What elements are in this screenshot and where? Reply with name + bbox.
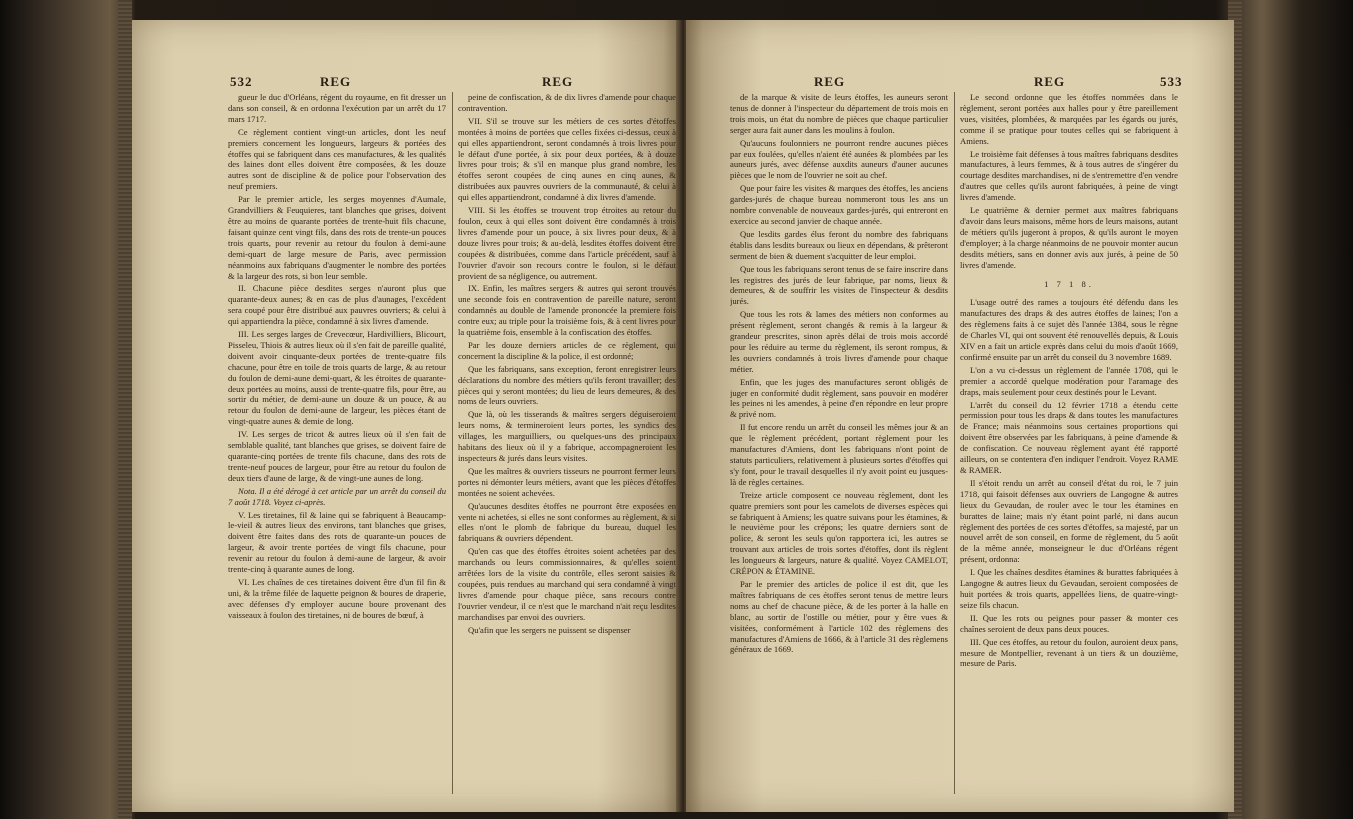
paragraph: Ce règlement contient vingt-un articles, dont les neuf premiers concernent les longueurs, largeurs & portées des étoffes qui se fabriquent dans ces manufactures, & les qualités des laines dont elles doivent être composées, & les douze autres sont de discipline & de police pour l'observation des neuf premiers. [228, 126, 446, 192]
paragraph: Le quatrième & dernier permet aux maîtres fabriquans d'avoir dans leurs maisons, même hors de leurs maisons, autant de métiers qu'ils jugeront à propos, & qu'ils auront le moyen d'employer; à la charge néanmoins de ne pouvoir monter aucun desdits métiers, sans en donner avis aux jurés, à peine de 50 livres d'amende. [960, 205, 1178, 270]
running-head-left-1: REG [320, 74, 352, 89]
page-edges-left [118, 0, 132, 819]
paragraph: III. Que ces étoffes, au retour du foulon, auroient deux pans, mesure de Montpellier, revenant à un tiers & un douzième, mesure de Paris. [960, 636, 1178, 669]
year-heading: 1 7 1 8. [1044, 278, 1094, 289]
paragraph: Il fut encore rendu un arrêt du conseil les mêmes jour & an que le règlement précédent, portant règlement pour les manufactures d'Amiens, dont les fabriquans n'ont point de statuts particuliers, relativement à plusieurs sortes d'étoffes qui s'y font, pour le travail desquelles il n'y avoit point eu jusques-là de règles certaines. [730, 422, 948, 487]
paragraph: Qu'en cas que des étoffes étroites soient achetées par des marchands ou leurs commissionnaires, & qu'elles soient arrêtées lors de la visite du contrôle, elles seront saisies & coupées, puis rendues au marchand qui sera condamné à vingt livres d'amende pour chaque pièce, sans recours contre l'ouvrier vendeur, il ce n'est que le marchand n'ait reçu lesdites marchandises par envoi des ouvriers. [458, 546, 676, 622]
paragraph: VII. S'il se trouve sur les métiers de ces sortes d'étoffes montées à moins de portées que celles fixées ci-dessus, ceux à qui elles appartiendront, seront condamnés à trois livres pour le défaut d'une portée, à six pour deux portées, & à douze livres pour trois; & s'il en manque plus grand nombre, les étoffes seront coupées de cinq aunes en cinq aunes, & distribuées aux pauvres ouvriers de la communauté, & celui à qui elles appartiendront, condamné à dix livres d'amende. [458, 115, 676, 203]
right-column-1 [730, 92, 948, 792]
paragraph: de la marque & visite de leurs étoffes, les auneurs seront tenus de donner à l'inspecteur du département de trois mois en trois mois, un état du nombre de pièces que chaque particulier serger aura fait auner dans les moulins à foulon. [730, 92, 948, 135]
paragraph: Qu'afin que les sergers ne puissent se dispenser [468, 624, 631, 635]
column-rule [954, 92, 955, 794]
left-page [132, 20, 680, 812]
paragraph: Qu'aucunes desdites étoffes ne pourront être exposées en vente ni achetées, si elles ne sont conformes au règlement, & si elles n'ont le plomb de fabrique du bureau, duquel les fabriquans & ouvriers dépendent. [458, 500, 676, 544]
paragraph: Par le premier des articles de police il est dit, que les maîtres fabriquans de ces étoffes seront tenus de mettre leurs noms au chef de chacune pièce, & de les porter à la halle en blanc, au sortir de l'ostille ou métier, pour y être vues & visitées, conformément à l'article 102 des règlemens des manufactures d'Amiens de 1666, & à l'article 31 des règlemens généraux de 1669. [730, 578, 948, 655]
column-rule [452, 92, 453, 794]
paragraph: II. Chacune pièce desdites serges n'auront plus que quarante-deux aunes; & en cas de plus d'aunages, l'excédent sera coupé pour être distribué aux pauvres ouvriers; & celui à qui appartiendra la pièce, condamné à six livres d'amende. [228, 283, 446, 327]
paragraph: III. Les serges larges de Crevecœur, Hardivilliers, Blicourt, Pisseleu, Thiois & autres lieux où il s'en fait de pareille qualité, doivent avoir cinquante-deux portées de trente-quatre fils chacune, pour être en toile de trois quarts de large, & au retour du foulon de demi-aune demi-quart, & les étroites de quarante-deux portées au moins, aussi de trente-quatre fils, pour être, au sortir du métier, de demi-aune un douze & un pouce, & au retour du foulon de demi-aune de largeur, les pièces étant de vingt-quatre aunes & demie de long. [228, 329, 446, 427]
right-column-2 [960, 92, 1178, 792]
paragraph: Que les maîtres & ouvriers tisseurs ne pourront fermer leurs portes ni démonter leurs métiers, avant que les pièces d'étoffes montées ne soient achevées. [458, 465, 676, 498]
paragraph: II. Que les rots ou peignes pour passer & monter ces chaînes seroient de deux pans deux pouces. [960, 612, 1178, 634]
paragraph: Qu'aucuns foulonniers ne pourront rendre aucunes pièces par eux foulées, qu'elles n'aient été aunées & plombées par les auneurs jurés, avec défense auxdits auneurs d'auner aucunes pièces que le nom de l'ouvrier ne soit au chef. [730, 137, 948, 181]
paragraph: IV. Les serges de tricot & autres lieux où il s'en fait de semblable qualité, tant blanches que grises, se doivent faire de quarante-cinq portées de trente fils chacune, dans des rots de trente-neuf pouces de largeur, pour être au retour du foulon de deux tiers d'aune de large, & de vingt-une aunes de long. [228, 429, 446, 483]
left-column-2 [458, 92, 676, 792]
paragraph: Que tous les rots & lames des métiers non conformes au présent règlement, seront changés & remis à la largeur & grandeur prescrites, sinon après délai de trois mois accordé pour les réduire au terme du règlement, ils seront rompus, & les ouvriers condamnés à trois livres d'amende pour chaque métier. [730, 309, 948, 374]
page-number-left: 532 [230, 74, 253, 89]
paragraph: L'usage outré des rames a toujours été défendu dans les manufactures des draps & des autres étoffes de laines; l'on a des règlemens faits à ce sujet dès l'année 1384, sous le règne de Charles VI, qui ont souvent été renouvellés depuis, & Louis XIV en a fait un article exprès dans celui du mois d'août 1669, confirmé ensuite par un arrêt du conseil du 3 novembre 1689. [960, 297, 1178, 362]
paragraph: Nota. Il a été dérogé à cet article par un arrêt du conseil du 7 août 1718. Voyez ci-après. [228, 485, 446, 507]
running-head-left-2: REG [542, 74, 574, 89]
paragraph: Que là, où les tisserands & maîtres sergers déguiseroient leurs noms, & termineroient leurs portes, les syndics des villages, les marguilliers, ou quelques-uns des principaux habitans des lieux où il y a fabrique, accompagneroient les inspecteurs & jurés dans leurs visites. [458, 409, 676, 463]
paragraph: gueur le duc d'Orléans, régent du royaume, en fit dresser un dans son conseil, & en ordonna l'exécution par un arrêt du 17 mars 1717. [228, 92, 446, 124]
paragraph: peine de confiscation, & de dix livres d'amende pour chaque contravention. [458, 92, 676, 113]
paragraph: Que les fabriquans, sans exception, feront enregistrer leurs déclarations du nombre des métiers qu'ils feront travailler; des pièces qui y seront montées; du lieu de leurs demeures, & des noms de leurs ouvriers. [458, 363, 676, 407]
paragraph: Il s'étoit rendu un arrêt au conseil d'état du roi, le 7 juin 1718, qui faisoit défenses aux ouvriers de Langogne & autres lieux du Gevaudan, de rouler avec le tour les étamines en burattes de laine; mais n'y étant point parlé, ni dans aucun règlement des portées de ces sortes d'étoffes, sa majesté, par un nouvel arrêt de son conseil, en forme de règlement, du 5 août de la même année, monseigneur le duc d'Orléans régent présent, ordonna: [960, 477, 1178, 565]
paragraph: Treize article composent ce nouveau règlement, dont les quatre premiers sont pour les camelots de diverses espèces qui se fabriquent à Amiens; les quatre suivans pour les étamines, & le neuvième pour les crépons; les quatre derniers sont de police, & seront les seuls qu'on rapportera ici, les autres se trouvant aux articles de trois sortes d'étoffes, dont ils règlent les longueurs & largeurs, nature & qualité. Voyez CAMELOT, CRÉPON & ÉTAMINE. [730, 489, 948, 577]
paragraph: L'arrêt du conseil du 12 février 1718 a étendu cette permission pour tous les draps & dans toutes les manufactures de France; mais néanmoins sous certaines proportions qui doivent être observées par les fabriquans, à peine d'amende & de confiscation. Ce nouveau règlement ayant été rapporté ailleurs, on se contentera d'en indiquer l'endroit. Voyez RAME & RAMER. [960, 399, 1178, 475]
right-page [686, 20, 1234, 812]
paragraph: Le second ordonne que les étoffes nommées dans le règlement, seront portées aux halles pour y être pareillement vues, visitées, plombées, & marquées par les égards ou jurés, comme il se pratique pour toutes celles qui se fabriquent à Amiens. [960, 92, 1178, 146]
paragraph: Que tous les fabriquans seront tenus de se faire inscrire dans les registres des jurés de leur fabrique, par noms, lieux & demeures, & de souffrir les visites de l'inspecteur & desdits jurés. [730, 263, 948, 307]
running-head-right-2: REG [1034, 74, 1066, 89]
paragraph: Par les douze derniers articles de ce règlement, qui concernent la discipline & la police, il est ordonné; [458, 339, 676, 361]
paragraph: V. Les tiretaines, fil & laine qui se fabriquent à Beaucamp-le-vieil & autres lieux des environs, tant blanches que grises, doivent être faites dans des rots de quarante-un pouces de largeur, & avoir trente portées de vingt fils chacune, pour revenir au retour du foulon à demi-aune de largeur, & avoir trente-cinq à quarante aunes de long. [228, 509, 446, 575]
paragraph: Que lesdits gardes élus feront du nombre des fabriquans établis dans lesdits bureaux ou lieux en dépendans, & prêteront serment de bien & duement s'acquitter de leur emploi. [730, 228, 948, 261]
paragraph: IX. Enfin, les maîtres sergers & autres qui seront trouvés une seconde fois en contravention de pareille nature, seront condamnés au double de l'amende prononcée la premiere fois contre eux; au triple pour la troisième fois, & à cent livres pour la quatrième fois, ensemble à la confiscation des étoffes. [458, 283, 676, 338]
paragraph: VIII. Si les étoffes se trouvent trop étroites au retour du foulon, ceux à qui elles sont doivent être condamnés à trois livres d'amende pour un pouce, à six livres pour deux, & à douze livres pour trois; & au-delà, lesdites étoffes doivent être coupées & distribuées, comme dans l'article précédent, sauf à l'ouvrier d'avoir son recours contre le foulon, si le défaut provient de sa négligence, ou autrement. [458, 205, 676, 281]
paragraph: L'on a vu ci-dessus un règlement de l'année 1708, qui le premier a accordé quelque modération pour l'aramage des draps, mais seulement pour ceux destinés pour le Levant. [960, 364, 1178, 397]
left-column-1 [228, 92, 446, 792]
paragraph: I. Que les chaînes desdites étamines & burattes fabriquées à Langogne & autres lieux du Gevaudan, seroient composées de huit portées & trois quarts, appellées liens, de quatre-vingt-seize fils chacun. [960, 567, 1178, 610]
running-head-right-1: REG [814, 74, 846, 89]
paragraph: Enfin, que les juges des manufactures seront obligés de juger en conformité dudit règlement, sans pouvoir en modérer les peines ni les amendes, à peine d'en répondre en leur propre & privé nom. [730, 376, 948, 420]
paragraph: Le troisième fait défenses à tous maîtres fabriquans desdites manufactures, à leurs femmes, & à tous autres de s'ingérer du courtage desdites marchandises, ni de s'entremettre d'en vendre d'autres que celles qu'ils auront fabriquées, à peine de vingt livres d'amende. [960, 148, 1178, 203]
paragraph: VI. Les chaînes de ces tiretaines doivent être d'un fil fin & uni, & la trême filée de laquette peignon & boures de draperie, avec défenses d'y employer aucune boure provenant des vaisseaux à foulon des tiretaines, ni de boures de bœuf, à [228, 576, 446, 620]
paragraph: Que pour faire les visites & marques des étoffes, les anciens gardes-jurés de chaque bureau nommeront tous les ans un nombre convenable de nouveaux gardes-jurés, qui entreront en exercice au second janvier de chaque année. [730, 183, 948, 226]
page-number-right: 533 [1160, 74, 1183, 89]
paragraph: Par le premier article, les serges moyennes d'Aumale, Grandvilliers & Feuquieres, tant blanches que grises, doivent être au moins de quarante portées de trente-huit fils chacune, faisant quinze cent vingt fils, dans des rots de trente-un pouces trois quarts, pour revenir au retour du foulon à demi-aune demi-quart de large mesure de Paris, avec permission néanmoins aux fabriquans d'augmenter le nombre des portées & la largeur des rots, si bon leur semble. [228, 194, 446, 281]
